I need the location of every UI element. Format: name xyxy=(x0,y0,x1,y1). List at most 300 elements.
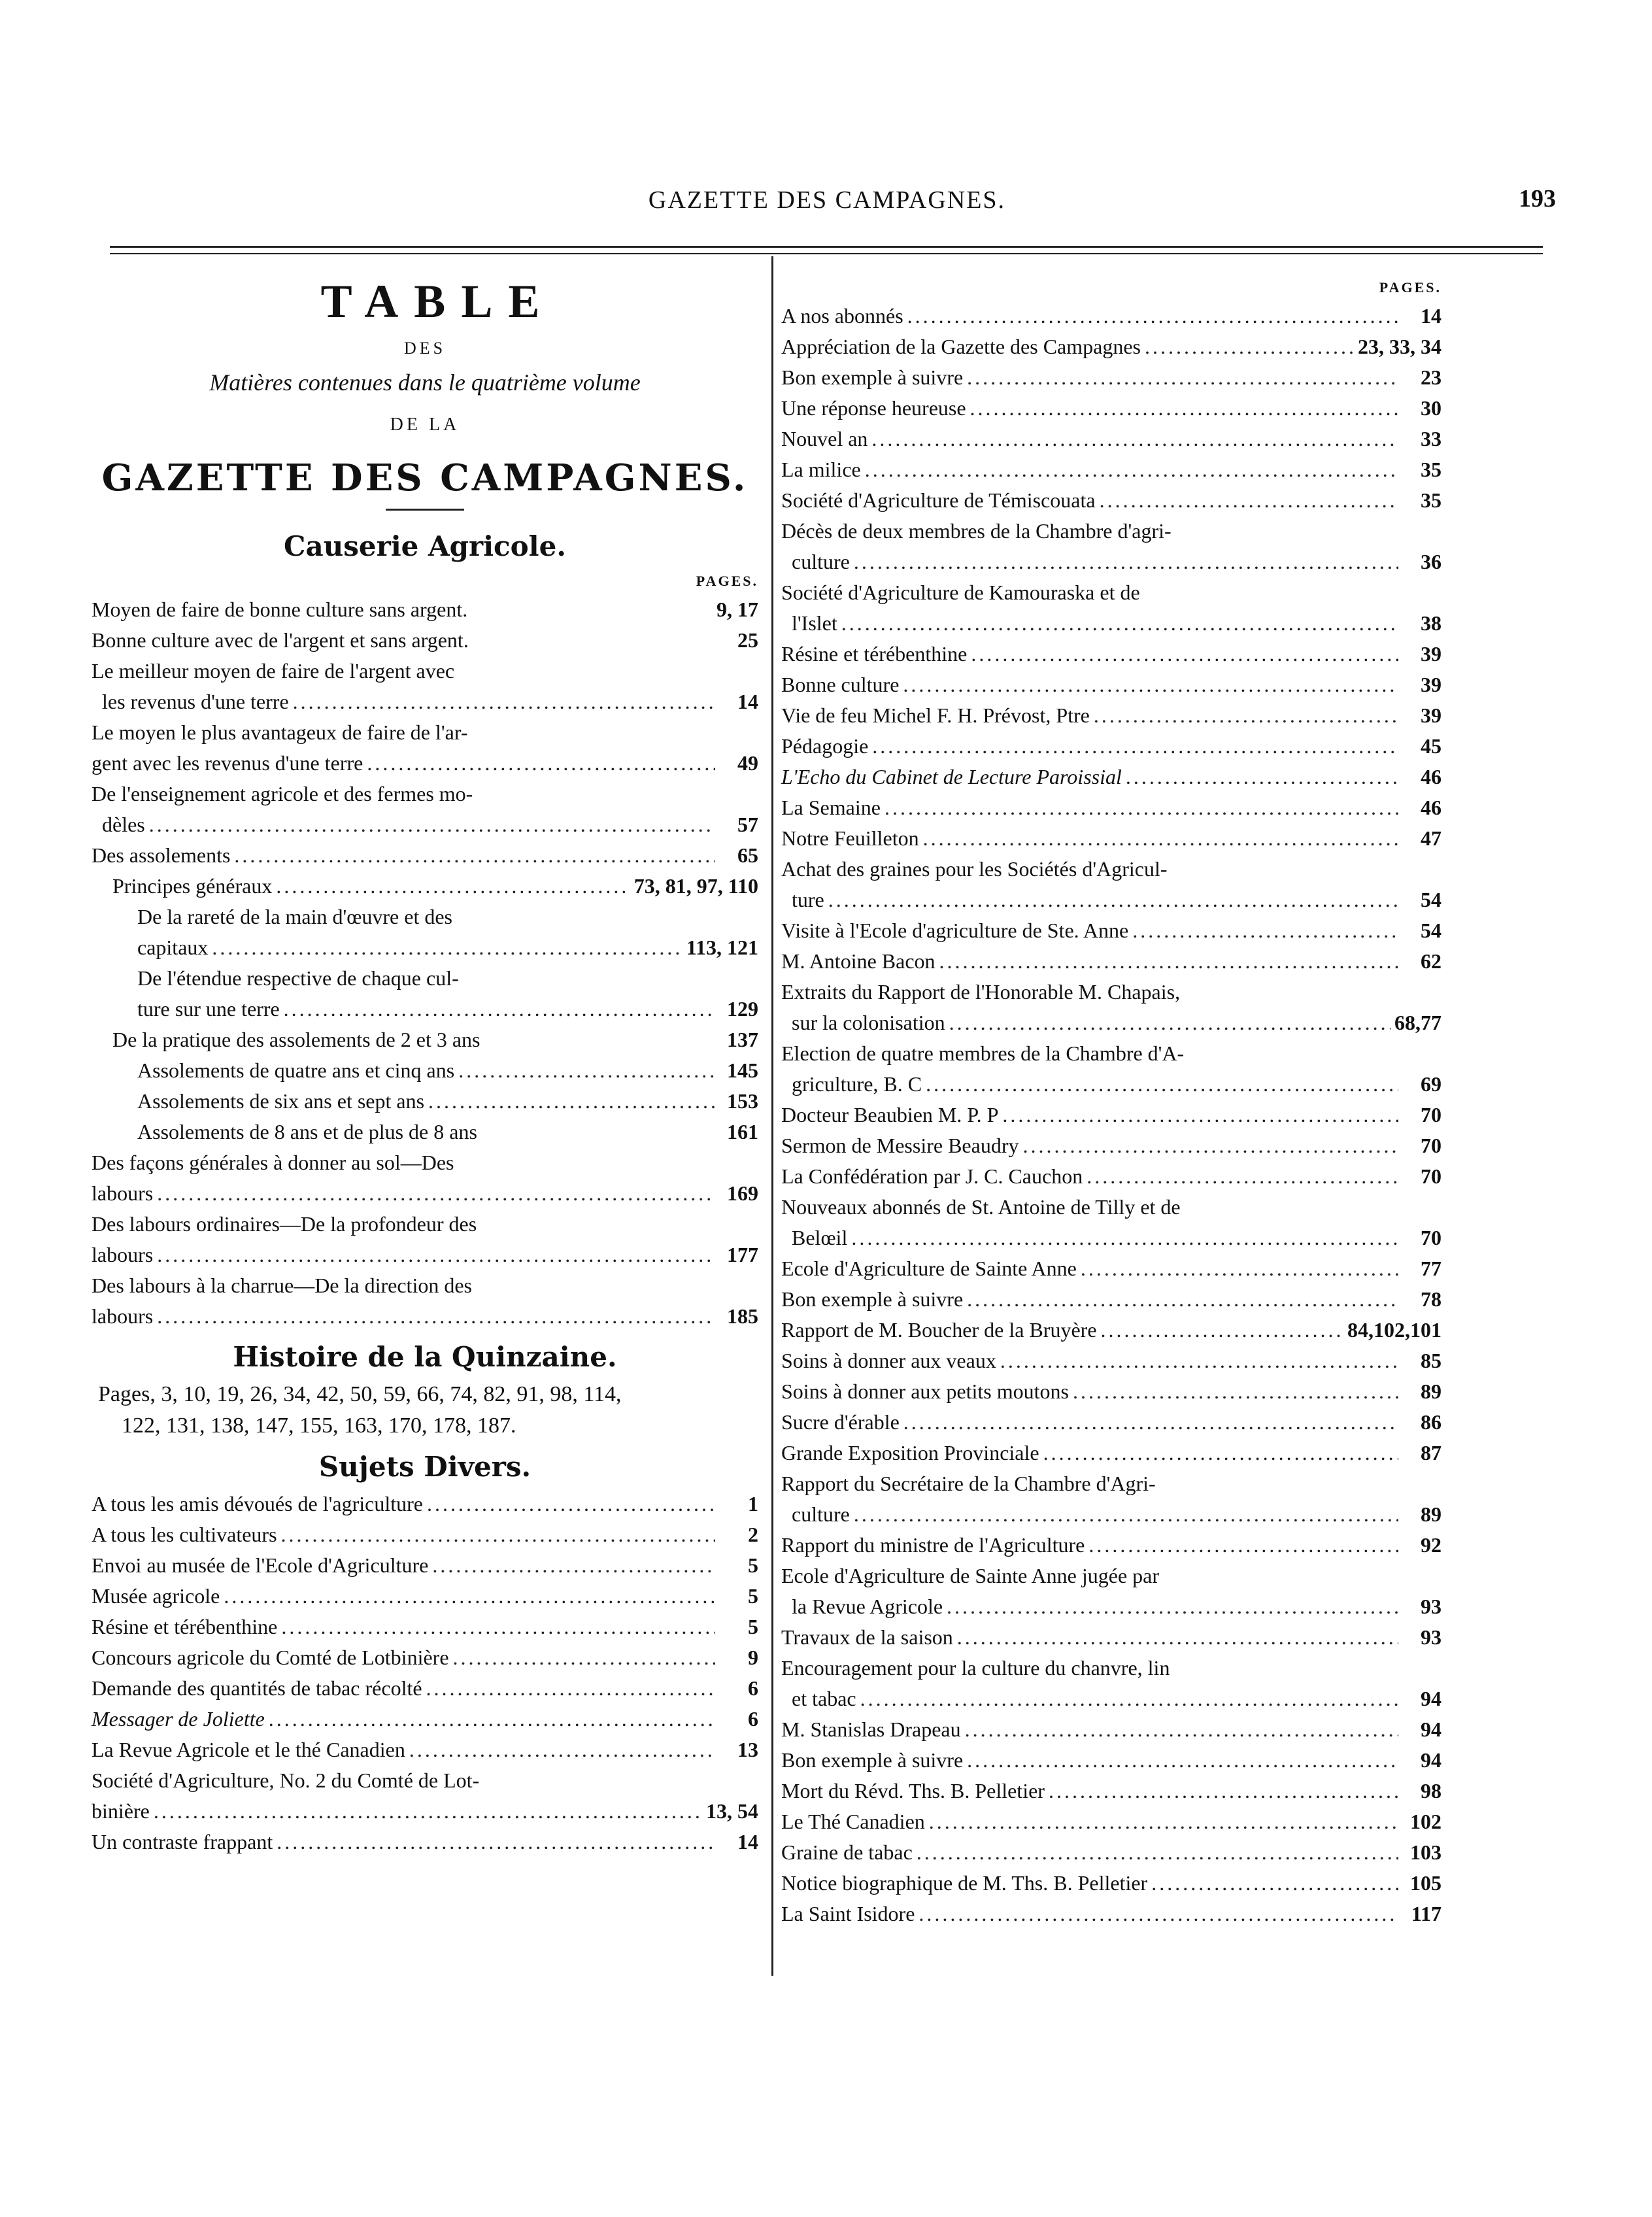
entry-title: Le moyen le plus avantageux de faire de l'ar- xyxy=(92,720,468,744)
entry-page: 39 xyxy=(1421,703,1441,727)
entry-page: 70 xyxy=(1421,1134,1441,1157)
divers-list xyxy=(92,1489,758,1857)
toc-entry xyxy=(781,1007,1441,1038)
entry-title: Assolements de six ans et sept ans xyxy=(137,1089,425,1113)
dot-leader xyxy=(871,424,1398,454)
dot-leader xyxy=(851,1223,1398,1253)
entry-title: Des façons générales à donner au sol—Des xyxy=(92,1151,454,1174)
dot-leader xyxy=(1126,762,1398,792)
toc-entry xyxy=(781,1130,1441,1161)
toc-entry xyxy=(781,1161,1441,1192)
entry-page: 46 xyxy=(1421,765,1441,788)
dot-leader xyxy=(458,1055,715,1086)
dot-leader xyxy=(907,301,1398,331)
toc-entry xyxy=(781,1561,1441,1591)
entry-title: l'Islet xyxy=(792,611,837,635)
entry-page: 70 xyxy=(1421,1103,1441,1126)
running-head xyxy=(98,182,1556,221)
dot-leader xyxy=(409,1735,715,1765)
entry-title: sur la colonisation xyxy=(792,1011,945,1034)
entry-title: Bon exemple à suivre xyxy=(781,365,964,389)
dot-leader xyxy=(854,547,1398,577)
table-de-la: DE LA xyxy=(390,415,460,435)
entry-page: 177 xyxy=(727,1243,758,1266)
dot-leader xyxy=(1049,1776,1398,1806)
entry-page: 14 xyxy=(1421,304,1441,328)
page-number: 193 xyxy=(1519,185,1556,212)
running-title: GAZETTE DES CAMPAGNES. xyxy=(648,186,1006,214)
toc-entry xyxy=(781,1868,1441,1899)
entry-page: 39 xyxy=(1421,673,1441,696)
entry-title: Travaux de la saison xyxy=(781,1625,953,1649)
entry-title: Des assolements xyxy=(92,843,231,867)
entry-page: 5 xyxy=(748,1553,758,1577)
toc-entry xyxy=(92,1147,758,1178)
entry-title: A tous les cultivateurs xyxy=(92,1523,277,1546)
entry-title: Extraits du Rapport de l'Honorable M. Chapais, xyxy=(781,980,1181,1004)
entry-page: 70 xyxy=(1421,1164,1441,1188)
dot-leader xyxy=(1145,331,1354,362)
entry-title: les revenus d'une terre xyxy=(102,690,289,713)
gazette-title: GAZETTE DES CAMPAGNES. xyxy=(101,456,749,499)
entry-title: griculture, B. C xyxy=(792,1072,922,1096)
quinzaine-heading: Histoire de la Quinzaine. xyxy=(233,1341,617,1373)
entry-page: 89 xyxy=(1421,1502,1441,1526)
entry-title: binière xyxy=(92,1799,150,1823)
entry-title: Bon exemple à suivre xyxy=(781,1287,964,1311)
toc-entry xyxy=(781,1192,1441,1223)
toc-entry xyxy=(781,1622,1441,1653)
entry-page: 85 xyxy=(1421,1349,1441,1372)
toc-entry xyxy=(92,1055,758,1086)
entry-title: Des labours à la charrue—De la direction des xyxy=(92,1274,472,1297)
entry-title: gent avec les revenus d'une terre xyxy=(92,751,363,775)
toc-entry xyxy=(781,362,1441,393)
dot-leader xyxy=(967,1284,1398,1315)
entry-page: 153 xyxy=(727,1089,758,1113)
entry-title: labours xyxy=(92,1304,154,1328)
dot-leader xyxy=(157,1178,715,1209)
entry-page: 93 xyxy=(1421,1595,1441,1618)
table-des: DES xyxy=(403,339,447,358)
right-column xyxy=(781,262,1441,1929)
entry-page: 14 xyxy=(737,1830,758,1853)
entry-title: Mort du Révd. Ths. B. Pelletier xyxy=(781,1779,1045,1802)
causerie-heading: Causerie Agricole. xyxy=(284,530,566,562)
dot-leader xyxy=(1132,915,1398,946)
toc-entry xyxy=(92,1704,758,1735)
dot-leader xyxy=(854,1499,1398,1530)
entry-page: 47 xyxy=(1421,826,1441,850)
entry-title: Assolements de quatre ans et cinq ans xyxy=(137,1058,455,1082)
dot-leader xyxy=(157,1301,715,1332)
toc-entry xyxy=(92,1612,758,1642)
entry-title: Soins à donner aux veaux xyxy=(781,1349,996,1372)
toc-entry xyxy=(92,686,758,717)
toc-entry xyxy=(781,762,1441,792)
dot-leader xyxy=(957,1622,1398,1653)
entry-page: 36 xyxy=(1421,550,1441,573)
dot-leader xyxy=(276,871,630,902)
dot-leader xyxy=(1087,1161,1398,1192)
toc-entry xyxy=(92,748,758,779)
toc-entry xyxy=(781,1253,1441,1284)
dot-leader xyxy=(284,994,715,1024)
entry-title: Décès de deux membres de la Chambre d'agri- xyxy=(781,519,1172,543)
entry-page: 5 xyxy=(748,1615,758,1638)
entry-page: 161 xyxy=(727,1120,758,1143)
entry-title: culture xyxy=(792,550,850,573)
entry-title: Principes généraux xyxy=(112,874,273,898)
entry-title: Rapport du Secrétaire de la Chambre d'Agri- xyxy=(781,1472,1156,1495)
dot-leader xyxy=(965,1714,1398,1745)
entry-title: Une réponse heureuse xyxy=(781,396,966,420)
entry-page: 13 xyxy=(737,1738,758,1761)
dot-leader xyxy=(1081,1253,1398,1284)
toc-entry xyxy=(781,1100,1441,1130)
entry-page: 87 xyxy=(1421,1441,1441,1464)
toc-entry xyxy=(92,840,758,871)
toc-entry xyxy=(781,1899,1441,1929)
toc-entry xyxy=(92,902,758,932)
toc-entry xyxy=(781,700,1441,731)
dot-leader xyxy=(1088,1530,1398,1561)
toc-entry xyxy=(781,854,1441,885)
entry-page: 35 xyxy=(1421,488,1441,512)
dot-leader xyxy=(293,686,715,717)
toc-entry xyxy=(92,1827,758,1857)
toc-entry xyxy=(92,994,758,1024)
entry-title: Musée agricole xyxy=(92,1584,220,1608)
entry-page: 13, 54 xyxy=(706,1799,758,1823)
entry-page: 39 xyxy=(1421,642,1441,666)
toc-entry xyxy=(781,1684,1441,1714)
entry-title: Rapport du ministre de l'Agriculture xyxy=(781,1533,1085,1557)
dot-leader xyxy=(428,1086,715,1117)
entry-title: Société d'Agriculture de Témiscouata xyxy=(781,488,1096,512)
entry-page: 6 xyxy=(748,1676,758,1700)
entry-page: 86 xyxy=(1421,1410,1441,1434)
entry-title: Vie de feu Michel F. H. Prévost, Ptre xyxy=(781,703,1090,727)
entry-title: Le meilleur moyen de faire de l'argent avec xyxy=(92,659,455,683)
toc-entry xyxy=(781,1653,1441,1684)
entry-page: 54 xyxy=(1421,888,1441,911)
entry-title: Résine et térébenthine xyxy=(92,1615,278,1638)
entry-page: 25 xyxy=(737,628,758,652)
quinzaine-line-2: 122, 131, 138, 147, 155, 163, 170, 178, 187. xyxy=(122,1413,516,1438)
entry-title: De l'enseignement agricole et des fermes mo- xyxy=(92,782,473,805)
toc-entry xyxy=(92,1270,758,1301)
entry-title: Soins à donner aux petits moutons xyxy=(781,1379,1069,1403)
entry-title: Notre Feuilleton xyxy=(781,826,919,850)
entry-title: Bon exemple à suivre xyxy=(781,1748,964,1772)
entry-title: De la pratique des assolements de 2 et 3 ans xyxy=(112,1028,480,1051)
toc-entry xyxy=(92,1240,758,1270)
toc-entry xyxy=(92,932,758,963)
entry-page: 89 xyxy=(1421,1379,1441,1403)
entry-title: Rapport de M. Boucher de la Bruyère xyxy=(781,1318,1097,1342)
toc-entry xyxy=(781,1591,1441,1622)
entry-page: 2 xyxy=(748,1523,758,1546)
entry-title: Election de quatre membres de la Chambre d'A- xyxy=(781,1041,1185,1065)
toc-entry xyxy=(92,1489,758,1519)
toc-entry xyxy=(92,1086,758,1117)
toc-entry xyxy=(781,639,1441,669)
dot-leader xyxy=(1022,1130,1398,1161)
entry-title: Achat des graines pour les Sociétés d'Agricul- xyxy=(781,857,1168,881)
entry-page: 94 xyxy=(1421,1718,1441,1741)
dot-leader xyxy=(427,1489,715,1519)
entry-page: 169 xyxy=(727,1181,758,1205)
entry-page: 23, 33, 34 xyxy=(1358,335,1441,358)
toc-entry xyxy=(781,792,1441,823)
entry-title: Nouveaux abonnés de St. Antoine de Tilly et de xyxy=(781,1195,1181,1219)
entry-page: 30 xyxy=(1421,396,1441,420)
entry-title: Pédagogie xyxy=(781,734,869,758)
entry-page: 98 xyxy=(1421,1779,1441,1802)
toc-entry xyxy=(781,1069,1441,1100)
toc-entry xyxy=(92,625,758,656)
entry-title: Un contraste frappant xyxy=(92,1830,273,1853)
entry-page: 145 xyxy=(727,1058,758,1082)
dot-leader xyxy=(841,608,1398,639)
toc-entry xyxy=(781,1499,1441,1530)
toc-entry xyxy=(92,779,758,809)
entry-page: 57 xyxy=(737,813,758,836)
toc-entry xyxy=(92,1117,758,1147)
toc-entry xyxy=(92,656,758,686)
toc-entry xyxy=(781,915,1441,946)
entry-title: Envoi au musée de l'Ecole d'Agriculture xyxy=(92,1553,429,1577)
entry-page: 62 xyxy=(1421,949,1441,973)
toc-entry xyxy=(92,1642,758,1673)
toc-entry xyxy=(781,331,1441,362)
entry-page: 129 xyxy=(727,997,758,1021)
entry-title: Encouragement pour la culture du chanvre, lin xyxy=(781,1656,1170,1680)
toc-entry xyxy=(781,1223,1441,1253)
entry-title: De la rareté de la main d'œuvre et des xyxy=(137,905,452,928)
dot-leader xyxy=(234,840,715,871)
entry-title: Sucre d'érable xyxy=(781,1410,900,1434)
entry-title: L'Echo du Cabinet de Lecture Paroissial xyxy=(781,765,1122,788)
entry-page: 14 xyxy=(737,690,758,713)
dot-leader xyxy=(281,1519,715,1550)
entry-page: 185 xyxy=(727,1304,758,1328)
entry-title: Ecole d'Agriculture de Sainte Anne xyxy=(781,1257,1077,1280)
entry-title: capitaux xyxy=(137,936,209,959)
dot-leader xyxy=(1043,1438,1398,1468)
toc-entry xyxy=(92,594,758,625)
entry-title: Messager de Joliette xyxy=(92,1707,265,1731)
entry-page: 35 xyxy=(1421,458,1441,481)
entry-page: 117 xyxy=(1411,1902,1441,1925)
entry-title: ture xyxy=(792,888,824,911)
toc-entry xyxy=(781,577,1441,608)
toc-entry xyxy=(781,1468,1441,1499)
toc-entry xyxy=(781,1376,1441,1407)
dot-leader xyxy=(269,1704,715,1735)
entry-title: Bonne culture xyxy=(781,673,900,696)
entry-page: 92 xyxy=(1421,1533,1441,1557)
entry-title: La Semaine xyxy=(781,796,881,819)
toc-entry xyxy=(781,1038,1441,1069)
entry-page: 69 xyxy=(1421,1072,1441,1096)
dot-leader xyxy=(903,669,1398,700)
entry-title: Grande Exposition Provinciale xyxy=(781,1441,1039,1464)
entry-page: 113, 121 xyxy=(686,936,758,959)
dot-leader xyxy=(277,1827,715,1857)
divers-heading: Sujets Divers. xyxy=(318,1451,531,1483)
dot-leader xyxy=(212,932,682,963)
toc-entry xyxy=(781,1530,1441,1561)
entry-page: 9 xyxy=(748,1646,758,1669)
entry-page: 105 xyxy=(1410,1871,1441,1895)
toc-entry xyxy=(92,1796,758,1827)
toc-entry xyxy=(92,963,758,994)
toc-entry xyxy=(781,1315,1441,1345)
entry-page: 137 xyxy=(727,1028,758,1051)
toc-entry xyxy=(781,608,1441,639)
toc-entry xyxy=(92,1735,758,1765)
toc-entry xyxy=(781,731,1441,762)
quinzaine-pages xyxy=(92,1379,758,1442)
header-rule xyxy=(110,246,1543,254)
column-divider xyxy=(771,256,773,1976)
dot-leader xyxy=(453,1642,715,1673)
entry-page: 1 xyxy=(748,1492,758,1515)
dot-leader xyxy=(923,823,1398,854)
toc-entry xyxy=(781,1345,1441,1376)
toc-entry xyxy=(781,1438,1441,1468)
pages-label-right: PAGES. xyxy=(1379,279,1441,296)
entry-page: 9, 17 xyxy=(716,598,758,621)
dot-leader xyxy=(1100,485,1398,516)
entry-title: Ecole d'Agriculture de Sainte Anne jugée par xyxy=(781,1564,1159,1587)
left-column xyxy=(92,262,758,1857)
entry-title: dèles xyxy=(102,813,145,836)
toc-entry xyxy=(92,1581,758,1612)
toc-entry xyxy=(781,1806,1441,1837)
short-rule xyxy=(386,509,464,511)
dot-leader xyxy=(154,1796,702,1827)
entry-title: ture sur une terre xyxy=(137,997,280,1021)
entry-title: Sermon de Messire Beaudry xyxy=(781,1134,1019,1157)
dot-leader xyxy=(860,1684,1398,1714)
entry-title: A nos abonnés xyxy=(781,304,903,328)
entry-title: M. Antoine Bacon xyxy=(781,949,936,973)
entry-page: 77 xyxy=(1421,1257,1441,1280)
dot-leader xyxy=(281,1612,715,1642)
entry-title: Demande des quantités de tabac récolté xyxy=(92,1676,422,1700)
entry-page: 93 xyxy=(1421,1625,1441,1649)
entry-title: Nouvel an xyxy=(781,427,868,450)
entry-title: Bonne culture avec de l'argent et sans argent. xyxy=(92,628,469,652)
entry-page: 46 xyxy=(1421,796,1441,819)
entry-page: 68,77 xyxy=(1394,1011,1441,1034)
table-subtitle: Matières contenues dans le quatrième volume xyxy=(209,369,641,396)
entry-title: La Revue Agricole et le thé Canadien xyxy=(92,1738,405,1761)
toc-entry xyxy=(92,809,758,840)
dot-leader xyxy=(157,1240,715,1270)
dot-leader xyxy=(885,792,1398,823)
entry-page: 94 xyxy=(1421,1748,1441,1772)
entry-title: labours xyxy=(92,1181,154,1205)
entry-title: Moyen de faire de bonne culture sans argent. xyxy=(92,598,468,621)
dot-leader xyxy=(1151,1868,1398,1899)
entry-title: labours xyxy=(92,1243,154,1266)
entry-title: M. Stanislas Drapeau xyxy=(781,1718,961,1741)
dot-leader xyxy=(828,885,1398,915)
entry-page: 38 xyxy=(1421,611,1441,635)
dot-leader xyxy=(872,731,1398,762)
toc-entry xyxy=(781,1407,1441,1438)
dot-leader xyxy=(1073,1376,1398,1407)
entry-title: Des labours ordinaires—De la profondeur des xyxy=(92,1212,477,1236)
toc-entry xyxy=(781,885,1441,915)
dot-leader xyxy=(149,809,715,840)
entry-title: la Revue Agricole xyxy=(792,1595,943,1618)
toc-entry xyxy=(92,1209,758,1240)
entry-page: 23 xyxy=(1421,365,1441,389)
entry-page: 78 xyxy=(1421,1287,1441,1311)
entry-title: Société d'Agriculture, No. 2 du Comté de Lot- xyxy=(92,1769,480,1792)
toc-entry xyxy=(92,1519,758,1550)
entry-title: culture xyxy=(792,1502,850,1526)
toc-entry xyxy=(781,516,1441,547)
toc-entry xyxy=(92,1301,758,1332)
entry-title: La milice xyxy=(781,458,861,481)
dot-leader xyxy=(1094,700,1398,731)
entry-page: 49 xyxy=(737,751,758,775)
table-title: TABLE xyxy=(320,275,556,328)
entry-title: Appréciation de la Gazette des Campagnes xyxy=(781,335,1141,358)
toc-entry xyxy=(781,1776,1441,1806)
dot-leader xyxy=(426,1673,715,1704)
toc-entry xyxy=(781,669,1441,700)
toc-entry xyxy=(92,1024,758,1055)
toc-entry xyxy=(781,454,1441,485)
entry-title: La Saint Isidore xyxy=(781,1902,915,1925)
entry-title: Assolements de 8 ans et de plus de 8 ans xyxy=(137,1120,477,1143)
entry-title: et tabac xyxy=(792,1687,856,1710)
toc-entry xyxy=(781,301,1441,331)
entry-page: 84,102,101 xyxy=(1347,1318,1441,1342)
dot-leader xyxy=(432,1550,715,1581)
entry-title: Graine de tabac xyxy=(781,1840,913,1864)
dot-leader xyxy=(949,1007,1391,1038)
dot-leader xyxy=(917,1837,1398,1868)
toc-entry xyxy=(781,1284,1441,1315)
dot-leader xyxy=(1000,1345,1398,1376)
dot-leader xyxy=(367,748,715,779)
entry-page: 70 xyxy=(1421,1226,1441,1249)
dot-leader xyxy=(1101,1315,1343,1345)
entry-page: 65 xyxy=(737,843,758,867)
toc-entry xyxy=(781,485,1441,516)
dot-leader xyxy=(970,393,1398,424)
right-list xyxy=(781,301,1441,1929)
toc-entry xyxy=(781,823,1441,854)
toc-entry xyxy=(92,1178,758,1209)
dot-leader xyxy=(865,454,1398,485)
entry-title: Société d'Agriculture de Kamouraska et de xyxy=(781,581,1140,604)
toc-entry xyxy=(781,1714,1441,1745)
dot-leader xyxy=(971,639,1398,669)
toc-entry xyxy=(781,946,1441,977)
toc-entry xyxy=(781,393,1441,424)
toc-entry xyxy=(92,1673,758,1704)
entry-title: A tous les amis dévoués de l'agriculture xyxy=(92,1492,423,1515)
